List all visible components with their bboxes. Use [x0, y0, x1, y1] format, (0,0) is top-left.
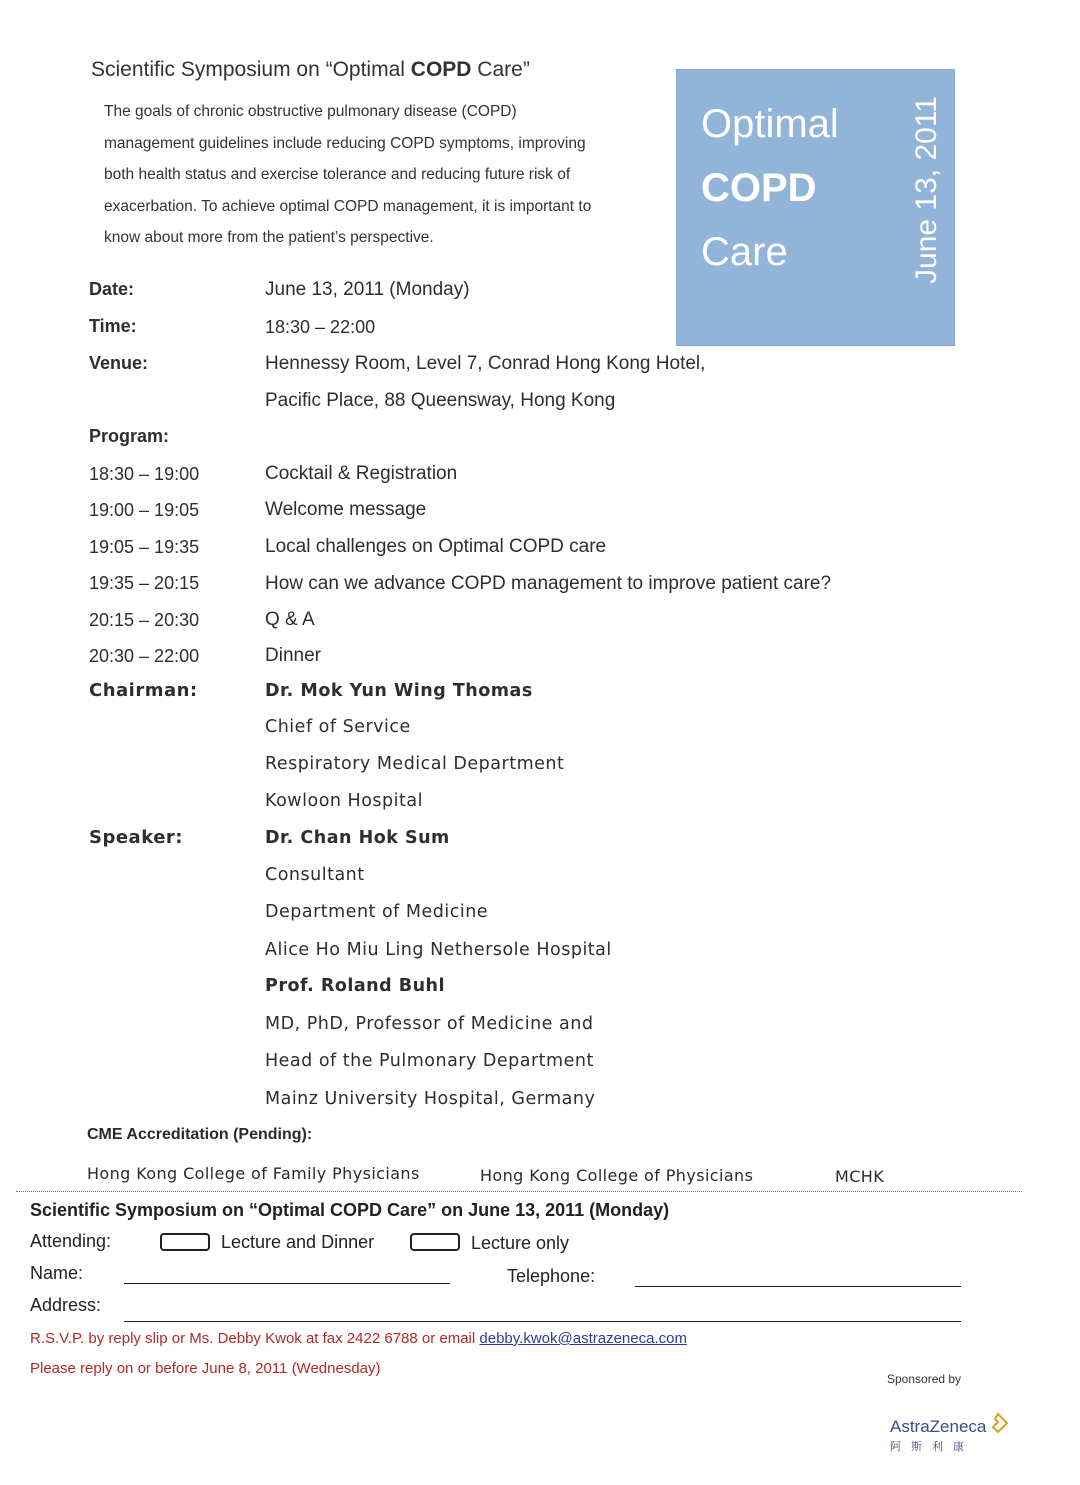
venue-label: Venue:: [89, 353, 149, 373]
intro-paragraph: [104, 96, 649, 254]
astrazeneca-logo: AstraZeneca: [890, 1412, 1009, 1437]
name-field[interactable]: [124, 1283, 450, 1284]
program-time: 20:30 – 22:00: [89, 646, 200, 666]
lecture-and-dinner-label: Lecture and Dinner: [221, 1232, 375, 1252]
cut-line: [16, 1191, 1022, 1192]
rsvp-email-link[interactable]: debby.kwok@astrazeneca.com: [479, 1330, 687, 1347]
cme-college: Hong Kong College of Family Physicians: [87, 1164, 420, 1183]
program-title: Q & A: [265, 609, 315, 630]
program-time: 20:15 – 20:30: [89, 610, 200, 630]
speaker1-line: Department of Medicine: [265, 902, 489, 922]
document-title: Scientific Symposium on “Optimal COPD Care”: [91, 58, 530, 81]
chairman-line: Chief of Service: [265, 717, 411, 737]
intro-line: both health status and exercise tolerance and reducing future risk of: [104, 166, 571, 183]
name-label: Name:: [30, 1263, 84, 1283]
program-time: 18:30 – 19:00: [89, 464, 200, 484]
program-title: Dinner: [265, 645, 321, 666]
banner-word-care: Care: [701, 230, 788, 274]
lecture-and-dinner-checkbox[interactable]: [160, 1233, 210, 1251]
chairman-name: Dr. Mok Yun Wing Thomas: [265, 681, 533, 701]
program-label: Program:: [89, 426, 170, 446]
speaker1-line: Alice Ho Miu Ling Nethersole Hospital: [265, 940, 612, 960]
program-title: Welcome message: [265, 499, 427, 520]
time-value: 18:30 – 22:00: [265, 317, 376, 337]
program-time: 19:35 – 20:15: [89, 573, 200, 593]
banner-word-copd: COPD: [701, 166, 817, 210]
intro-line: know about more from the patient’s perspective.: [104, 229, 434, 246]
speaker1-line: Consultant: [265, 865, 365, 885]
cme-label: CME Accreditation (Pending):: [87, 1126, 313, 1143]
time-label: Time:: [89, 316, 137, 336]
cme-college: MCHK: [835, 1167, 885, 1186]
chairman-line: Kowloon Hospital: [265, 791, 423, 811]
program-title: How can we advance COPD management to improve patient care?: [265, 573, 832, 594]
speaker2-name: Prof. Roland Buhl: [265, 976, 446, 996]
slip-title: Scientific Symposium on “Optimal COPD Care” on June 13, 2011 (Monday): [30, 1200, 670, 1220]
program-title: Local challenges on Optimal COPD care: [265, 536, 607, 557]
speaker2-line: Mainz University Hospital, Germany: [265, 1089, 596, 1109]
banner-date: June 13, 2011: [910, 96, 943, 284]
intro-line: management guidelines include reducing COPD symptoms, improving: [104, 134, 586, 152]
astrazeneca-logo-icon: [987, 1412, 1009, 1434]
speaker2-line: Head of the Pulmonary Department: [265, 1051, 594, 1071]
program-time: 19:05 – 19:35: [89, 537, 200, 557]
program-title: Cocktail & Registration: [265, 463, 458, 484]
program-time: 19:00 – 19:05: [89, 500, 200, 520]
speaker-label: Speaker:: [89, 827, 183, 848]
rsvp-text: R.S.V.P. by reply slip or Ms. Debby Kwok at fax 2422 6788 or email debby.kwok@astrazeneca.com: [30, 1330, 687, 1347]
attending-label: Attending:: [30, 1231, 112, 1251]
date-value: June 13, 2011 (Monday): [265, 279, 470, 300]
address-label: Address:: [30, 1295, 102, 1315]
intro-line: The goals of chronic obstructive pulmonary disease (COPD): [104, 103, 517, 120]
chairman-line: Respiratory Medical Department: [265, 754, 565, 774]
lecture-only-label: Lecture only: [471, 1233, 570, 1253]
banner-word-optimal: Optimal: [701, 102, 839, 146]
speaker2-line: MD, PhD, Professor of Medicine and: [265, 1014, 594, 1034]
lecture-only-checkbox[interactable]: [410, 1233, 460, 1251]
telephone-label: Telephone:: [507, 1266, 596, 1286]
chairman-label: Chairman:: [89, 680, 198, 701]
event-banner: [676, 69, 955, 346]
venue-line: Hennessy Room, Level 7, Conrad Hong Kong Hotel,: [265, 353, 706, 374]
intro-line: exacerbation. To achieve optimal COPD management, it is important to: [104, 197, 592, 215]
speaker1-name: Dr. Chan Hok Sum: [265, 828, 450, 848]
date-label: Date:: [89, 279, 135, 299]
telephone-field[interactable]: [635, 1286, 961, 1287]
sponsor-label: Sponsored by: [887, 1372, 962, 1386]
cme-college: Hong Kong College of Physicians: [480, 1166, 754, 1185]
address-field[interactable]: [124, 1321, 961, 1322]
astrazeneca-chinese-name: 阿斯利康: [890, 1440, 974, 1453]
venue-line: Pacific Place, 88 Queensway, Hong Kong: [265, 390, 616, 411]
reply-deadline: Please reply on or before June 8, 2011 (Wednesday): [30, 1360, 381, 1377]
